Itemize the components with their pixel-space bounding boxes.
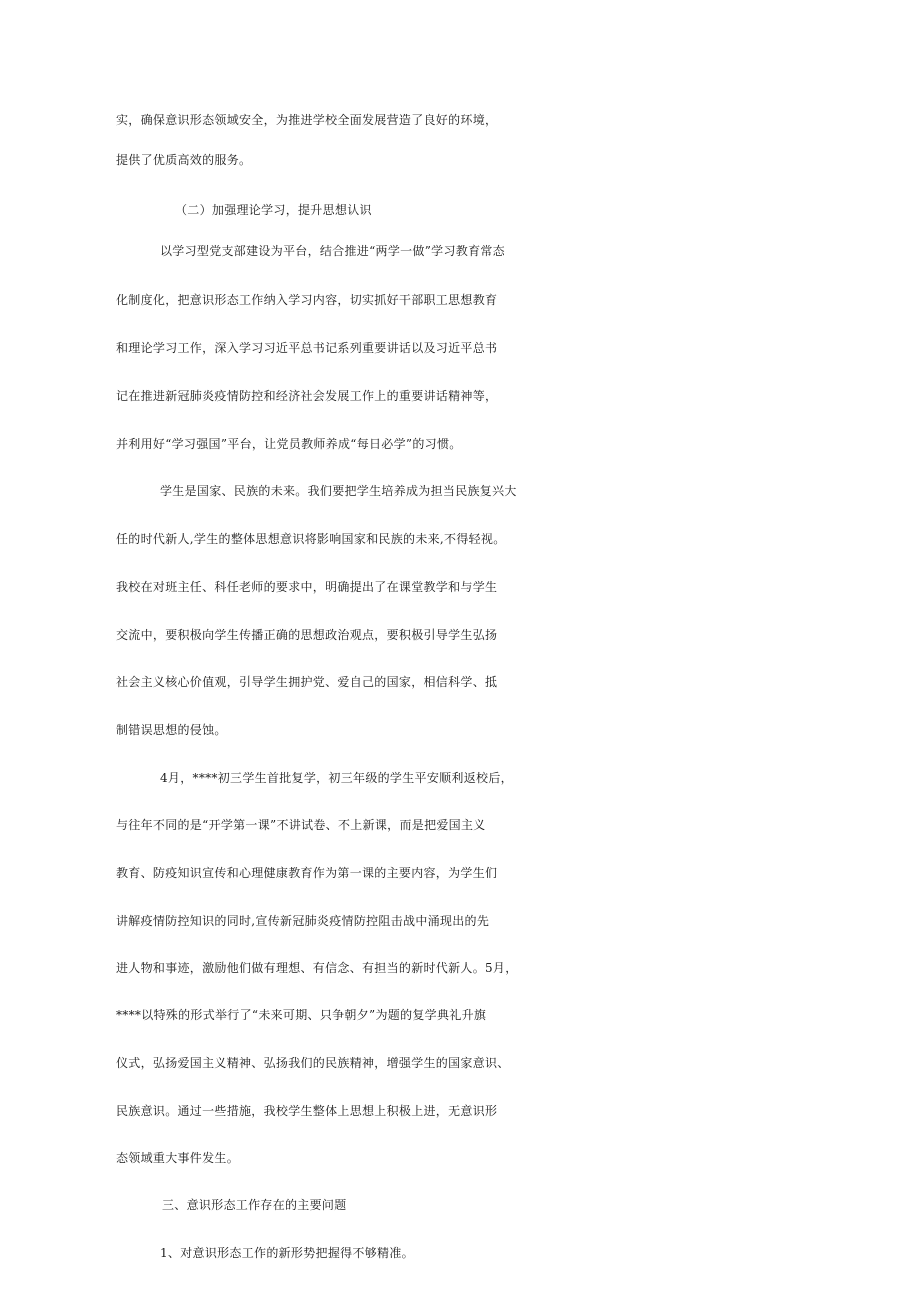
text-line: 仪式，弘扬爱国主义精神、弘扬我们的民族精神，增强学生的国家意识、	[116, 1056, 510, 1070]
text-line: 民族意识。通过一些措施，我校学生整体上思想上积极上进，无意识形	[116, 1104, 498, 1118]
text-line: 化制度化，把意识形态工作纳入学习内容，切实抓好干部职工思想教育	[116, 293, 498, 307]
text-line: 社会主义核心价值观，引导学生拥护党、爱自己的国家，相信科学、抵	[116, 675, 498, 689]
text-line: 实，确保意识形态领域安全，为推进学校全面发展营造了良好的环境，	[116, 113, 498, 127]
text-line: 提供了优质高效的服务。	[116, 153, 252, 167]
text-line: 态领域重大事件发生。	[116, 1151, 240, 1165]
text-line: ****以特殊的形式举行了“未来可期、只争朝夕”为题的复学典礼升旗	[116, 1008, 487, 1022]
text-line: 以学习型党支部建设为平台，结合推进“两学一做”学习教育常态	[160, 244, 505, 258]
text-line: 我校在对班主任、科任老师的要求中，明确提出了在课堂教学和与学生	[116, 580, 498, 594]
text-line: 4月，****初三学生首批复学，初三年级的学生平安顺利返校后，	[160, 771, 513, 785]
text-line: 学生是国家、民族的未来。我们要把学生培养成为担当民族复兴大	[160, 484, 517, 498]
text-line: 教育、防疫知识宣传和心理健康教育作为第一课的主要内容，为学生们	[116, 866, 498, 880]
text-line: 讲解疫情防控知识的同时,宣传新冠肺炎疫情防控阻击战中涌现出的先	[116, 914, 490, 928]
text-line: 进人物和事迹，激励他们做有理想、有信念、有担当的新时代新人。5月，	[116, 961, 518, 975]
text-line: 和理论学习工作，深入学习习近平总书记系列重要讲话以及习近平总书	[116, 341, 498, 355]
text-line: 制错误思想的侵蚀。	[116, 723, 227, 737]
section-subheading: （二）加强理论学习，提升思想认识	[175, 203, 372, 217]
text-line: 记在推进新冠肺炎疫情防控和经济社会发展工作上的重要讲话精神等，	[116, 389, 498, 403]
text-line: 并利用好“学习强国”平台，让党员教师养成“每日必学”的习惯。	[116, 437, 462, 451]
text-line: 交流中，要积极向学生传播正确的思想政治观点，要积极引导学生弘扬	[116, 628, 498, 642]
section-heading: 三、意识形态工作存在的主要问题	[162, 1198, 347, 1212]
text-line: 任的时代新人,学生的整体思想意识将影响国家和民族的未来,不得轻视。	[116, 532, 506, 546]
text-line: 与往年不同的是“开学第一课”不讲试卷、不上新课，而是把爱国主义	[116, 818, 486, 832]
text-line: 1、对意识形态工作的新形势把握得不够精准。	[160, 1246, 414, 1260]
